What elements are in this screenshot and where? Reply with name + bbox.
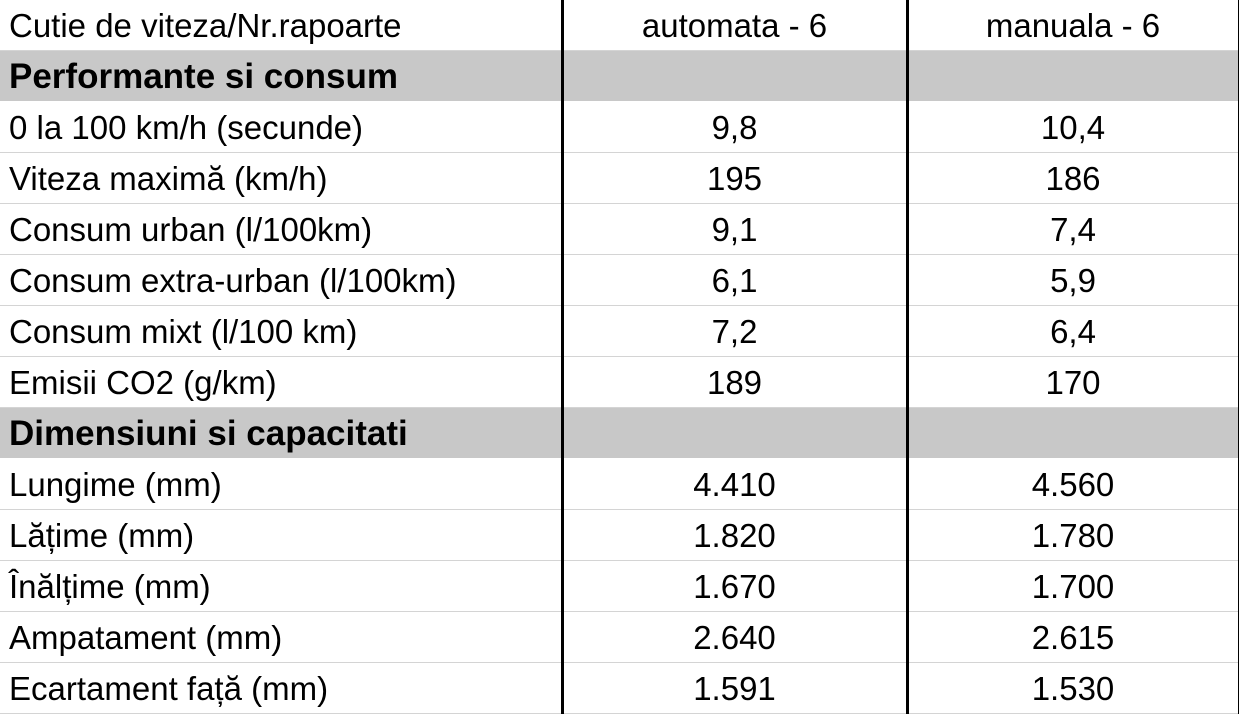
manual-value: 1.530: [907, 663, 1239, 714]
automatic-value: 4.410: [562, 459, 907, 510]
automatic-value: 2.640: [562, 612, 907, 663]
manual-value: 2.615: [907, 612, 1239, 663]
manual-value: 170: [907, 357, 1239, 408]
manual-value: 4.560: [907, 459, 1239, 510]
header-row: [0, 0, 1239, 51]
table-row: [0, 153, 1239, 204]
section-blank-cell: [907, 408, 1239, 459]
automatic-value: 1.670: [562, 561, 907, 612]
table-row: [0, 561, 1239, 612]
manual-value: 1.780: [907, 510, 1239, 561]
table-row: [0, 663, 1239, 714]
row-label: Consum mixt (l/100 km): [0, 306, 562, 357]
section-blank-cell: [562, 408, 907, 459]
row-label: Consum extra-urban (l/100km): [0, 255, 562, 306]
table-row: [0, 357, 1239, 408]
section-title: Performante si consum: [0, 51, 562, 102]
automatic-value: 9,1: [562, 204, 907, 255]
gearbox-header-label: Cutie de viteza/Nr.rapoarte: [0, 0, 562, 51]
row-label: Ampatament (mm): [0, 612, 562, 663]
row-label: Consum urban (l/100km): [0, 204, 562, 255]
automatic-value: 1.820: [562, 510, 907, 561]
table-row: [0, 459, 1239, 510]
table-row: [0, 612, 1239, 663]
section-blank-cell: [562, 51, 907, 102]
row-label: Ecartament față (mm): [0, 663, 562, 714]
section-title: Dimensiuni si capacitati: [0, 408, 562, 459]
row-label: Viteza maximă (km/h): [0, 153, 562, 204]
section-header-performance: [0, 51, 1239, 102]
manual-value: 186: [907, 153, 1239, 204]
table-row: [0, 102, 1239, 153]
row-label: Emisii CO2 (g/km): [0, 357, 562, 408]
section-blank-cell: [907, 51, 1239, 102]
table-row: [0, 306, 1239, 357]
automatic-column-header: automata - 6: [562, 0, 907, 51]
automatic-value: 7,2: [562, 306, 907, 357]
manual-column-header: manuala - 6: [907, 0, 1239, 51]
manual-value: 6,4: [907, 306, 1239, 357]
automatic-value: 189: [562, 357, 907, 408]
row-label: Lungime (mm): [0, 459, 562, 510]
row-label: Înălțime (mm): [0, 561, 562, 612]
row-label: 0 la 100 km/h (secunde): [0, 102, 562, 153]
section-header-dimensions: [0, 408, 1239, 459]
table-row: [0, 204, 1239, 255]
row-label: Lățime (mm): [0, 510, 562, 561]
manual-value: 1.700: [907, 561, 1239, 612]
automatic-value: 9,8: [562, 102, 907, 153]
automatic-value: 195: [562, 153, 907, 204]
manual-value: 5,9: [907, 255, 1239, 306]
automatic-value: 1.591: [562, 663, 907, 714]
manual-value: 7,4: [907, 204, 1239, 255]
table-row: [0, 510, 1239, 561]
table-row: [0, 255, 1239, 306]
manual-value: 10,4: [907, 102, 1239, 153]
automatic-value: 6,1: [562, 255, 907, 306]
